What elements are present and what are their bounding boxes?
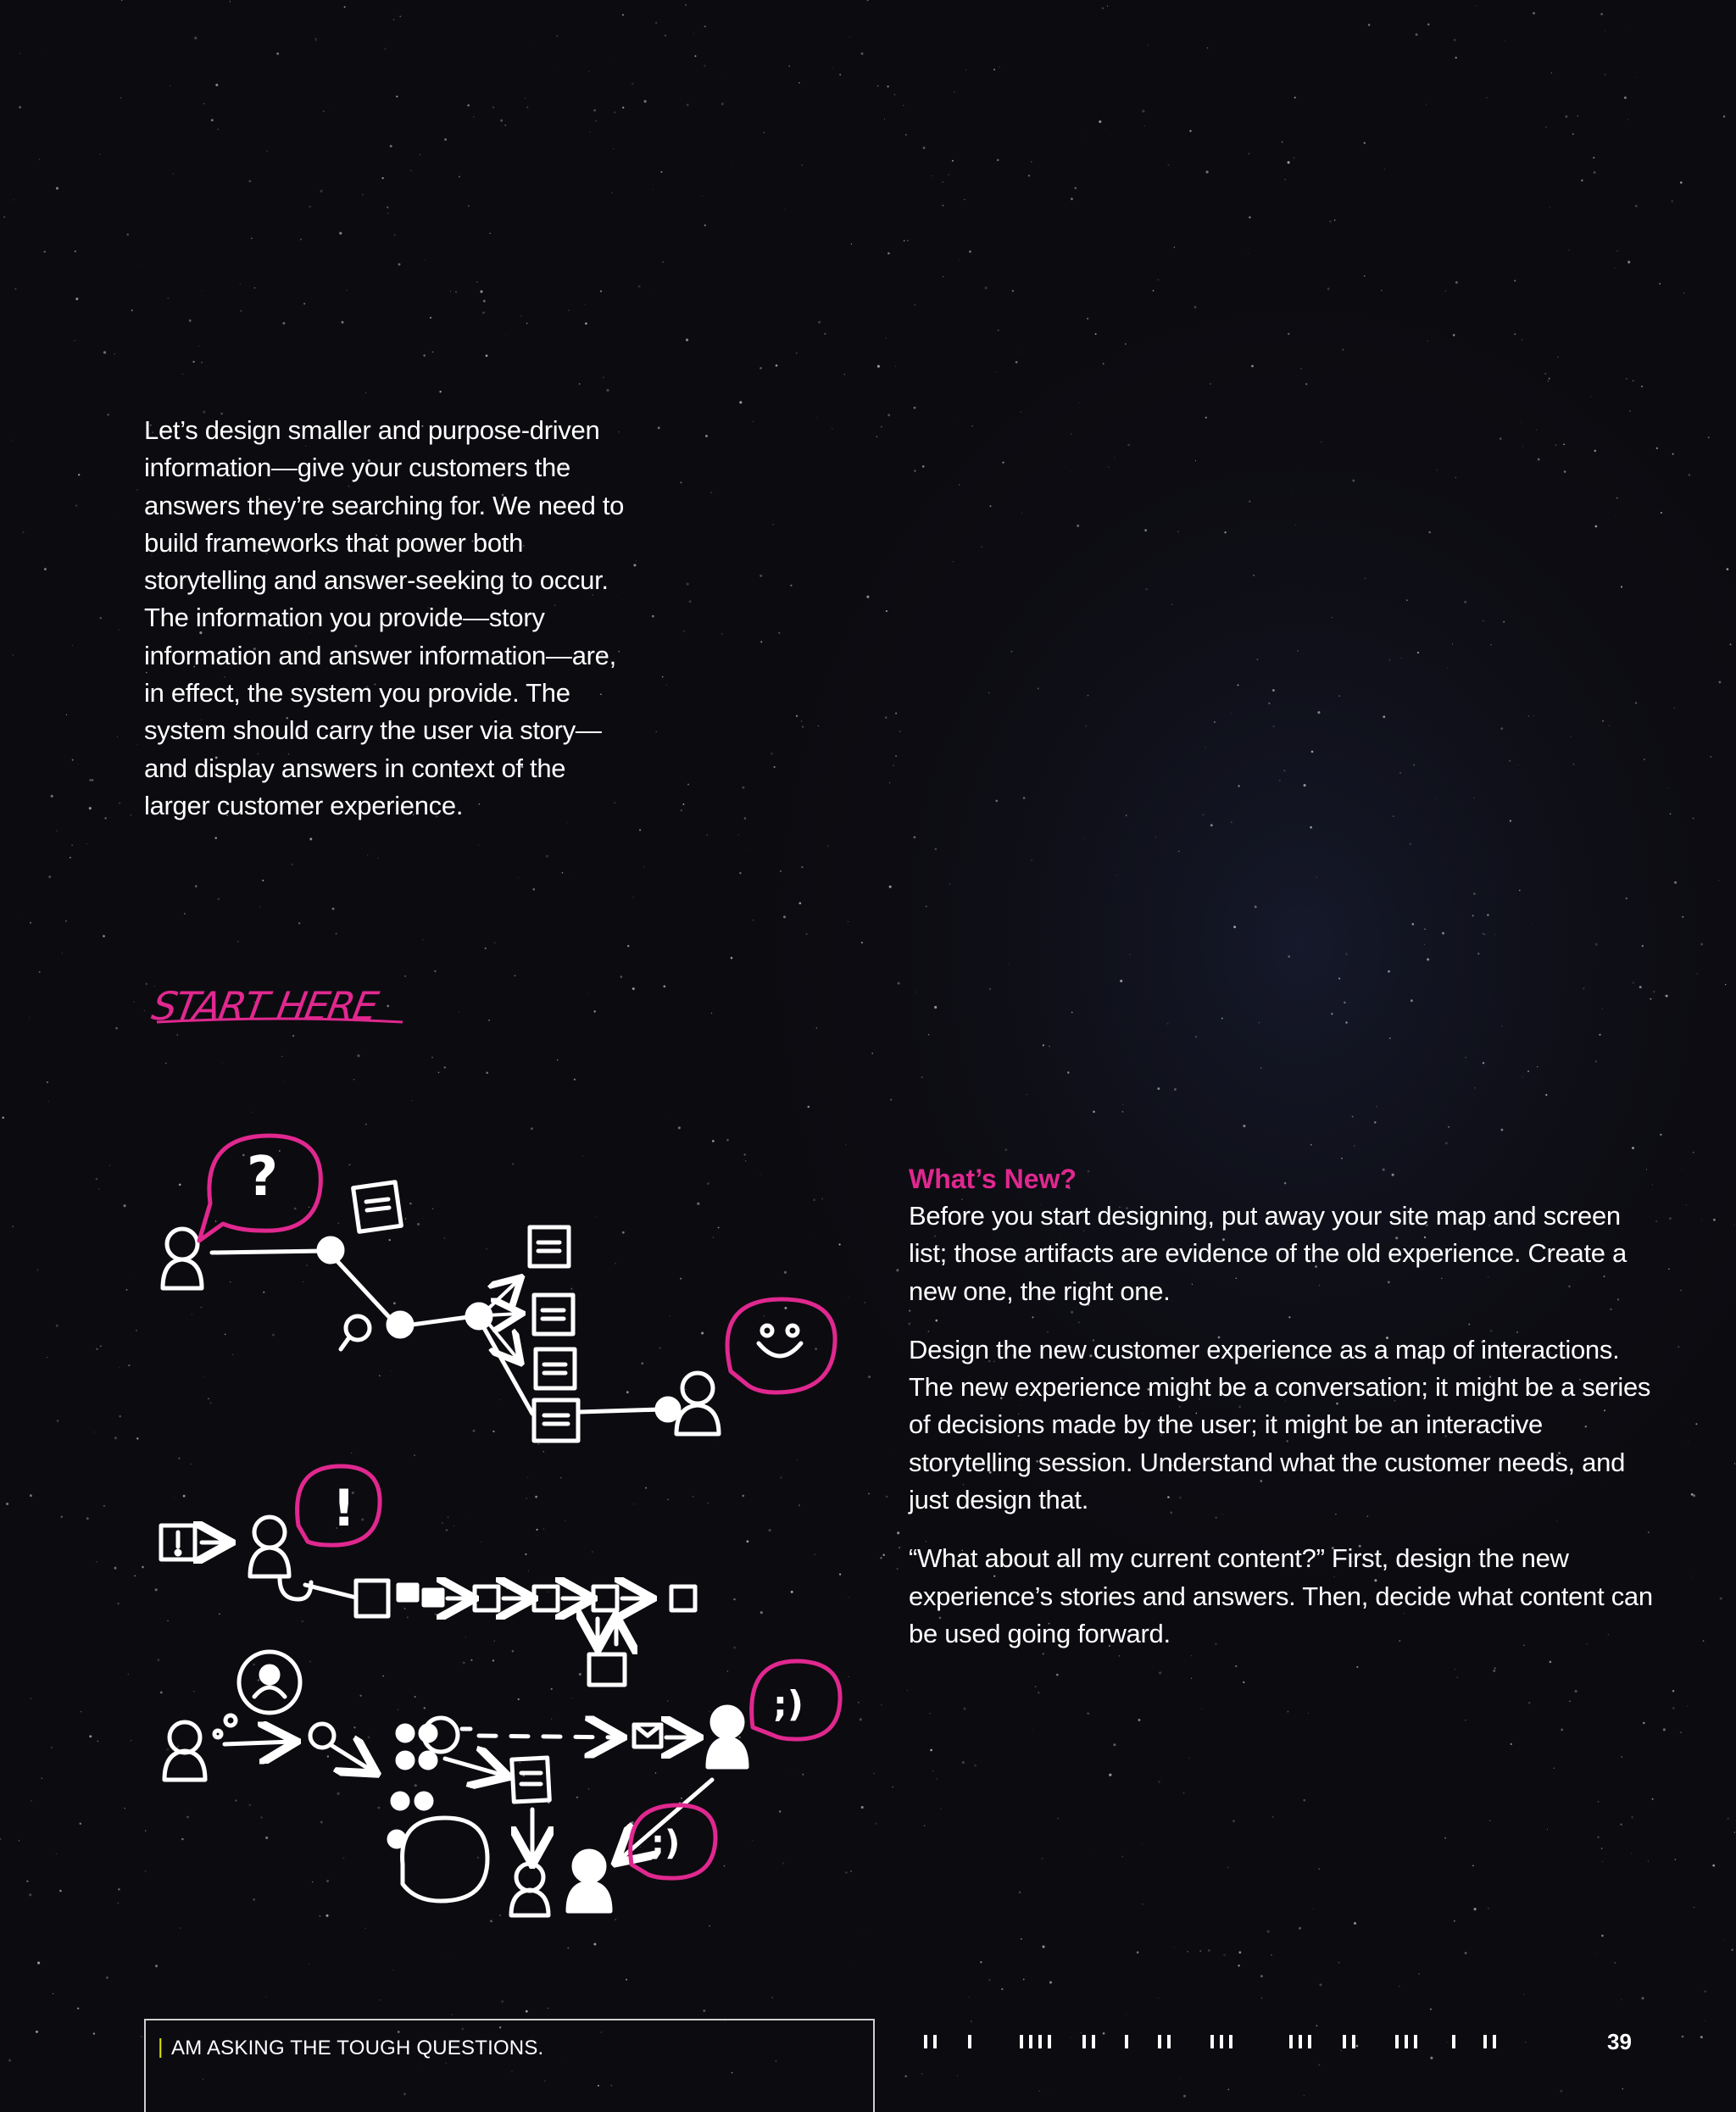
tick-mark: [1092, 2035, 1095, 2048]
person-icon: [163, 1229, 202, 1288]
tick-mark: [1289, 2035, 1293, 2048]
tick-mark: [1395, 2035, 1399, 2048]
person-bubble-icon: [214, 1652, 300, 1737]
tick-mark: [1452, 2035, 1455, 2048]
pull-quote-text: AM ASKING THE TOUGH QUESTIONS.: [171, 2037, 544, 2059]
whats-new-paragraph-3: “What about all my current content?” First, design the new experience’s stories and answers. Then, decide what content can be used going forward.: [909, 1543, 1653, 1648]
search-icon: [341, 1316, 370, 1349]
whats-new-paragraph-1: Before you start designing, put away your site map and screen list; those artifacts are evidence of the old experience. Create a new one, the right one.: [909, 1201, 1627, 1306]
envelope-icon: [634, 1725, 695, 1747]
document-icon: [353, 1182, 402, 1231]
document-icon: [530, 1227, 578, 1441]
start-here-underline: [153, 990, 424, 1041]
svg-text:;): ;): [773, 1683, 804, 1725]
interaction-map-diagram: [0, 1085, 882, 1932]
tick-mark: [1483, 2035, 1487, 2048]
tick-mark: [1038, 2035, 1042, 2048]
tick-mark: [1343, 2035, 1346, 2048]
tick-mark: [1229, 2035, 1232, 2048]
question-bubble-icon: [199, 1136, 320, 1241]
whats-new-paragraph-2: Design the new customer experience as a map of interactions. The new experience might be a conversation; it might be a series of decisions made by the user; it might be an interactive storytelling session. Understand what the customer needs, and just design that.: [909, 1334, 1651, 1515]
person-icon: [676, 1373, 719, 1434]
intro-text: [144, 412, 636, 825]
tick-mark: [1125, 2035, 1128, 2048]
tick-mark: [1405, 2035, 1408, 2048]
search-icon: [310, 1724, 373, 1771]
tick-mark: [933, 2035, 937, 2048]
tick-mark: [1167, 2035, 1171, 2048]
tick-mark: [968, 2035, 971, 2048]
tick-mark: [1493, 2035, 1496, 2048]
person-icon: [568, 1851, 610, 1911]
tick-mark: [1048, 2035, 1051, 2048]
tick-mark: [1082, 2035, 1086, 2048]
whats-new-heading: What’s New?: [909, 1164, 1077, 1194]
person-icon: [511, 1864, 548, 1915]
pull-quote-box: [144, 2019, 875, 2112]
tick-mark: [1020, 2035, 1023, 2048]
tick-mark: [1210, 2035, 1214, 2048]
svg-text:;): ;): [651, 1824, 681, 1863]
svg-text:!: !: [332, 1479, 356, 1538]
tick-mark: [1414, 2035, 1417, 2048]
tick-mark: [1299, 2035, 1302, 2048]
tick-mark: [924, 2035, 927, 2048]
intro-paragraph: Let’s design smaller and purpose-driven information—give your customers the answers they’re searching for. We need to build frameworks that power both storytelling and answer-seeking to occur. The information you provide—story information and answer information—are, in effect, the system you provide. The system should carry the user via story—and display answers in context of the larger customer experience.: [144, 415, 625, 820]
person-icon: [164, 1722, 205, 1780]
smile-bubble-icon: [727, 1299, 835, 1392]
quote-bar: |: [158, 2035, 164, 2059]
whats-new-section: [909, 1160, 1655, 1674]
person-icon: [250, 1517, 289, 1576]
tick-mark: [1029, 2035, 1032, 2048]
tick-mark: [1158, 2035, 1161, 2048]
tick-mark: [1308, 2035, 1311, 2048]
page-number: 39: [1607, 2029, 1632, 2054]
document-icon: [445, 1758, 549, 1860]
decorative-tick-marks: [921, 2031, 1590, 2052]
tick-mark: [1352, 2035, 1355, 2048]
start-here-label: START HERE: [148, 983, 381, 1029]
person-icon: [708, 1707, 747, 1767]
document-icon: [356, 1581, 695, 1685]
svg-text:?: ?: [247, 1146, 279, 1209]
exclamation-bubble-icon: [161, 1526, 227, 1559]
tick-mark: [1220, 2035, 1223, 2048]
chat-bubble-icon: [403, 1818, 487, 1901]
